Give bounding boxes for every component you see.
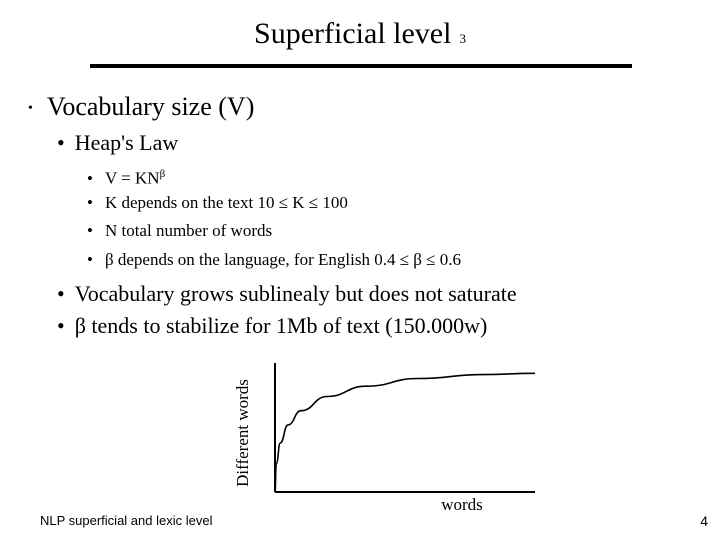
- n-definition-text: N total number of words: [104, 221, 273, 240]
- bullet-dot-icon: •: [57, 130, 65, 155]
- bullet-heaps-law-text: Heap's Law: [74, 130, 179, 155]
- bullet-k-range: [87, 192, 348, 214]
- bullet-n-definition: [87, 220, 272, 242]
- formula-text: V = KN: [104, 168, 160, 188]
- heaps-law-chart: [225, 355, 545, 520]
- k-range-text: K depends on the text 10 ≤ K ≤ 100: [104, 193, 348, 212]
- bullet-vocabulary-size: [28, 92, 254, 124]
- bullet-dot-icon: •: [87, 221, 93, 240]
- title-divider: [90, 64, 632, 68]
- bullet-heaps-law: [57, 130, 178, 156]
- bullet-dot-icon: •: [87, 193, 93, 212]
- bullet-stabilize: [57, 313, 487, 339]
- stabilize-text: β tends to stabilize for 1Mb of text (150.000w): [74, 313, 488, 338]
- bullet-growth: [57, 281, 517, 307]
- beta-range-text: β depends on the language, for English 0.4 ≤ β ≤ 0.6: [104, 250, 462, 269]
- slide-title-number: 3: [459, 31, 466, 46]
- y-axis-label: Different words: [233, 379, 252, 487]
- bullet-dot-icon: •: [57, 313, 65, 338]
- growth-text: Vocabulary grows sublinealy but does not saturate: [74, 281, 517, 306]
- bullet-dot-icon: •: [28, 101, 33, 117]
- series-line-1: [275, 373, 535, 492]
- bullet-beta-range: [87, 249, 461, 271]
- formula-exponent: β: [159, 168, 166, 180]
- footer-caption: NLP superficial and lexic level: [40, 513, 213, 528]
- bullet-dot-icon: •: [87, 168, 93, 188]
- bullet-dot-icon: •: [57, 281, 65, 306]
- slide-title: [0, 14, 720, 59]
- chart-marks: [275, 363, 535, 492]
- bullet-formula: [87, 163, 165, 190]
- page-number: 4: [700, 513, 708, 529]
- bullet-vocabulary-size-text: Vocabulary size (V): [46, 92, 255, 121]
- x-axis-label: words: [441, 495, 483, 514]
- bullet-dot-icon: •: [87, 250, 93, 269]
- slide-title-text: Superficial level: [254, 17, 452, 50]
